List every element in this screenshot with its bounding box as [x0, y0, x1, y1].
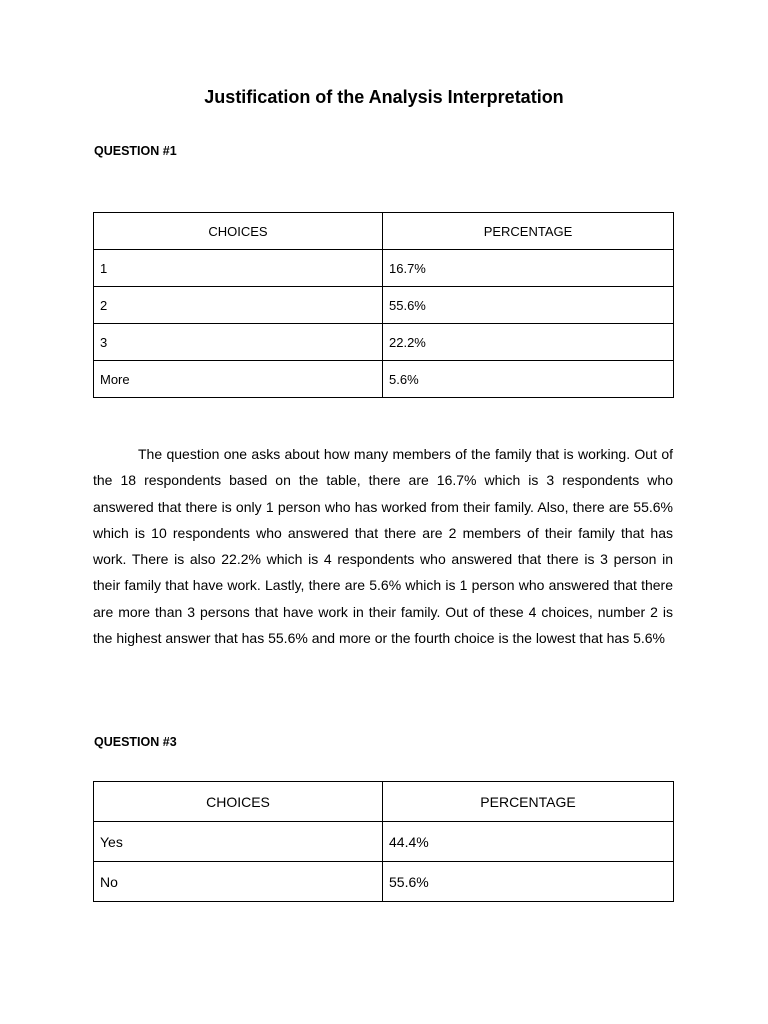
- table-row: [94, 250, 674, 287]
- table-row: [94, 324, 674, 361]
- table-cell: 55.6%: [383, 287, 674, 324]
- table-header-row: [94, 213, 674, 250]
- page-title: Justification of the Analysis Interpretation: [204, 87, 564, 107]
- question-1-paragraph: The question one asks about how many members of the family that is working. Out of the 18 respondents based on the table, there are 16.7% which is 3 respondents who answered that there is only 1 person who has worked from their family. Also, there are 55.6% which is 10 respondents who answered that there are 2 members of their family that has work. There is also 22.2% which is 4 respondents who answered that there is 3 person in their family that have work. Lastly, there are 5.6% which is 1 person who answered that there are more than 3 persons that have work in their family. Out of these 4 choices, number 2 is the highest answer that has 55.6% and more or the fourth choice is the lowest that has 5.6%: [93, 446, 673, 647]
- table-row: [94, 822, 674, 862]
- table-row: [94, 287, 674, 324]
- table-cell: 3: [94, 324, 383, 361]
- table-header-cell: CHOICES: [94, 782, 383, 822]
- table-cell: 22.2%: [383, 324, 674, 361]
- table-cell: 1: [94, 250, 383, 287]
- question-3-table: [93, 781, 674, 902]
- table-cell: More: [94, 361, 383, 398]
- table-header-cell: CHOICES: [94, 213, 383, 250]
- table-cell: 5.6%: [383, 361, 674, 398]
- table-cell: 16.7%: [383, 250, 674, 287]
- table-cell: 2: [94, 287, 383, 324]
- table-cell: Yes: [94, 822, 383, 862]
- table-header-cell: PERCENTAGE: [383, 782, 674, 822]
- table-header-row: [94, 782, 674, 822]
- table-row: [94, 862, 674, 902]
- table-row: [94, 361, 674, 398]
- question-1-table: [93, 212, 674, 398]
- table-cell: No: [94, 862, 383, 902]
- question-3-label: QUESTION #3: [94, 735, 177, 749]
- table-cell: 44.4%: [383, 822, 674, 862]
- table-cell: 55.6%: [383, 862, 674, 902]
- question-1-label: QUESTION #1: [94, 144, 177, 158]
- table-header-cell: PERCENTAGE: [383, 213, 674, 250]
